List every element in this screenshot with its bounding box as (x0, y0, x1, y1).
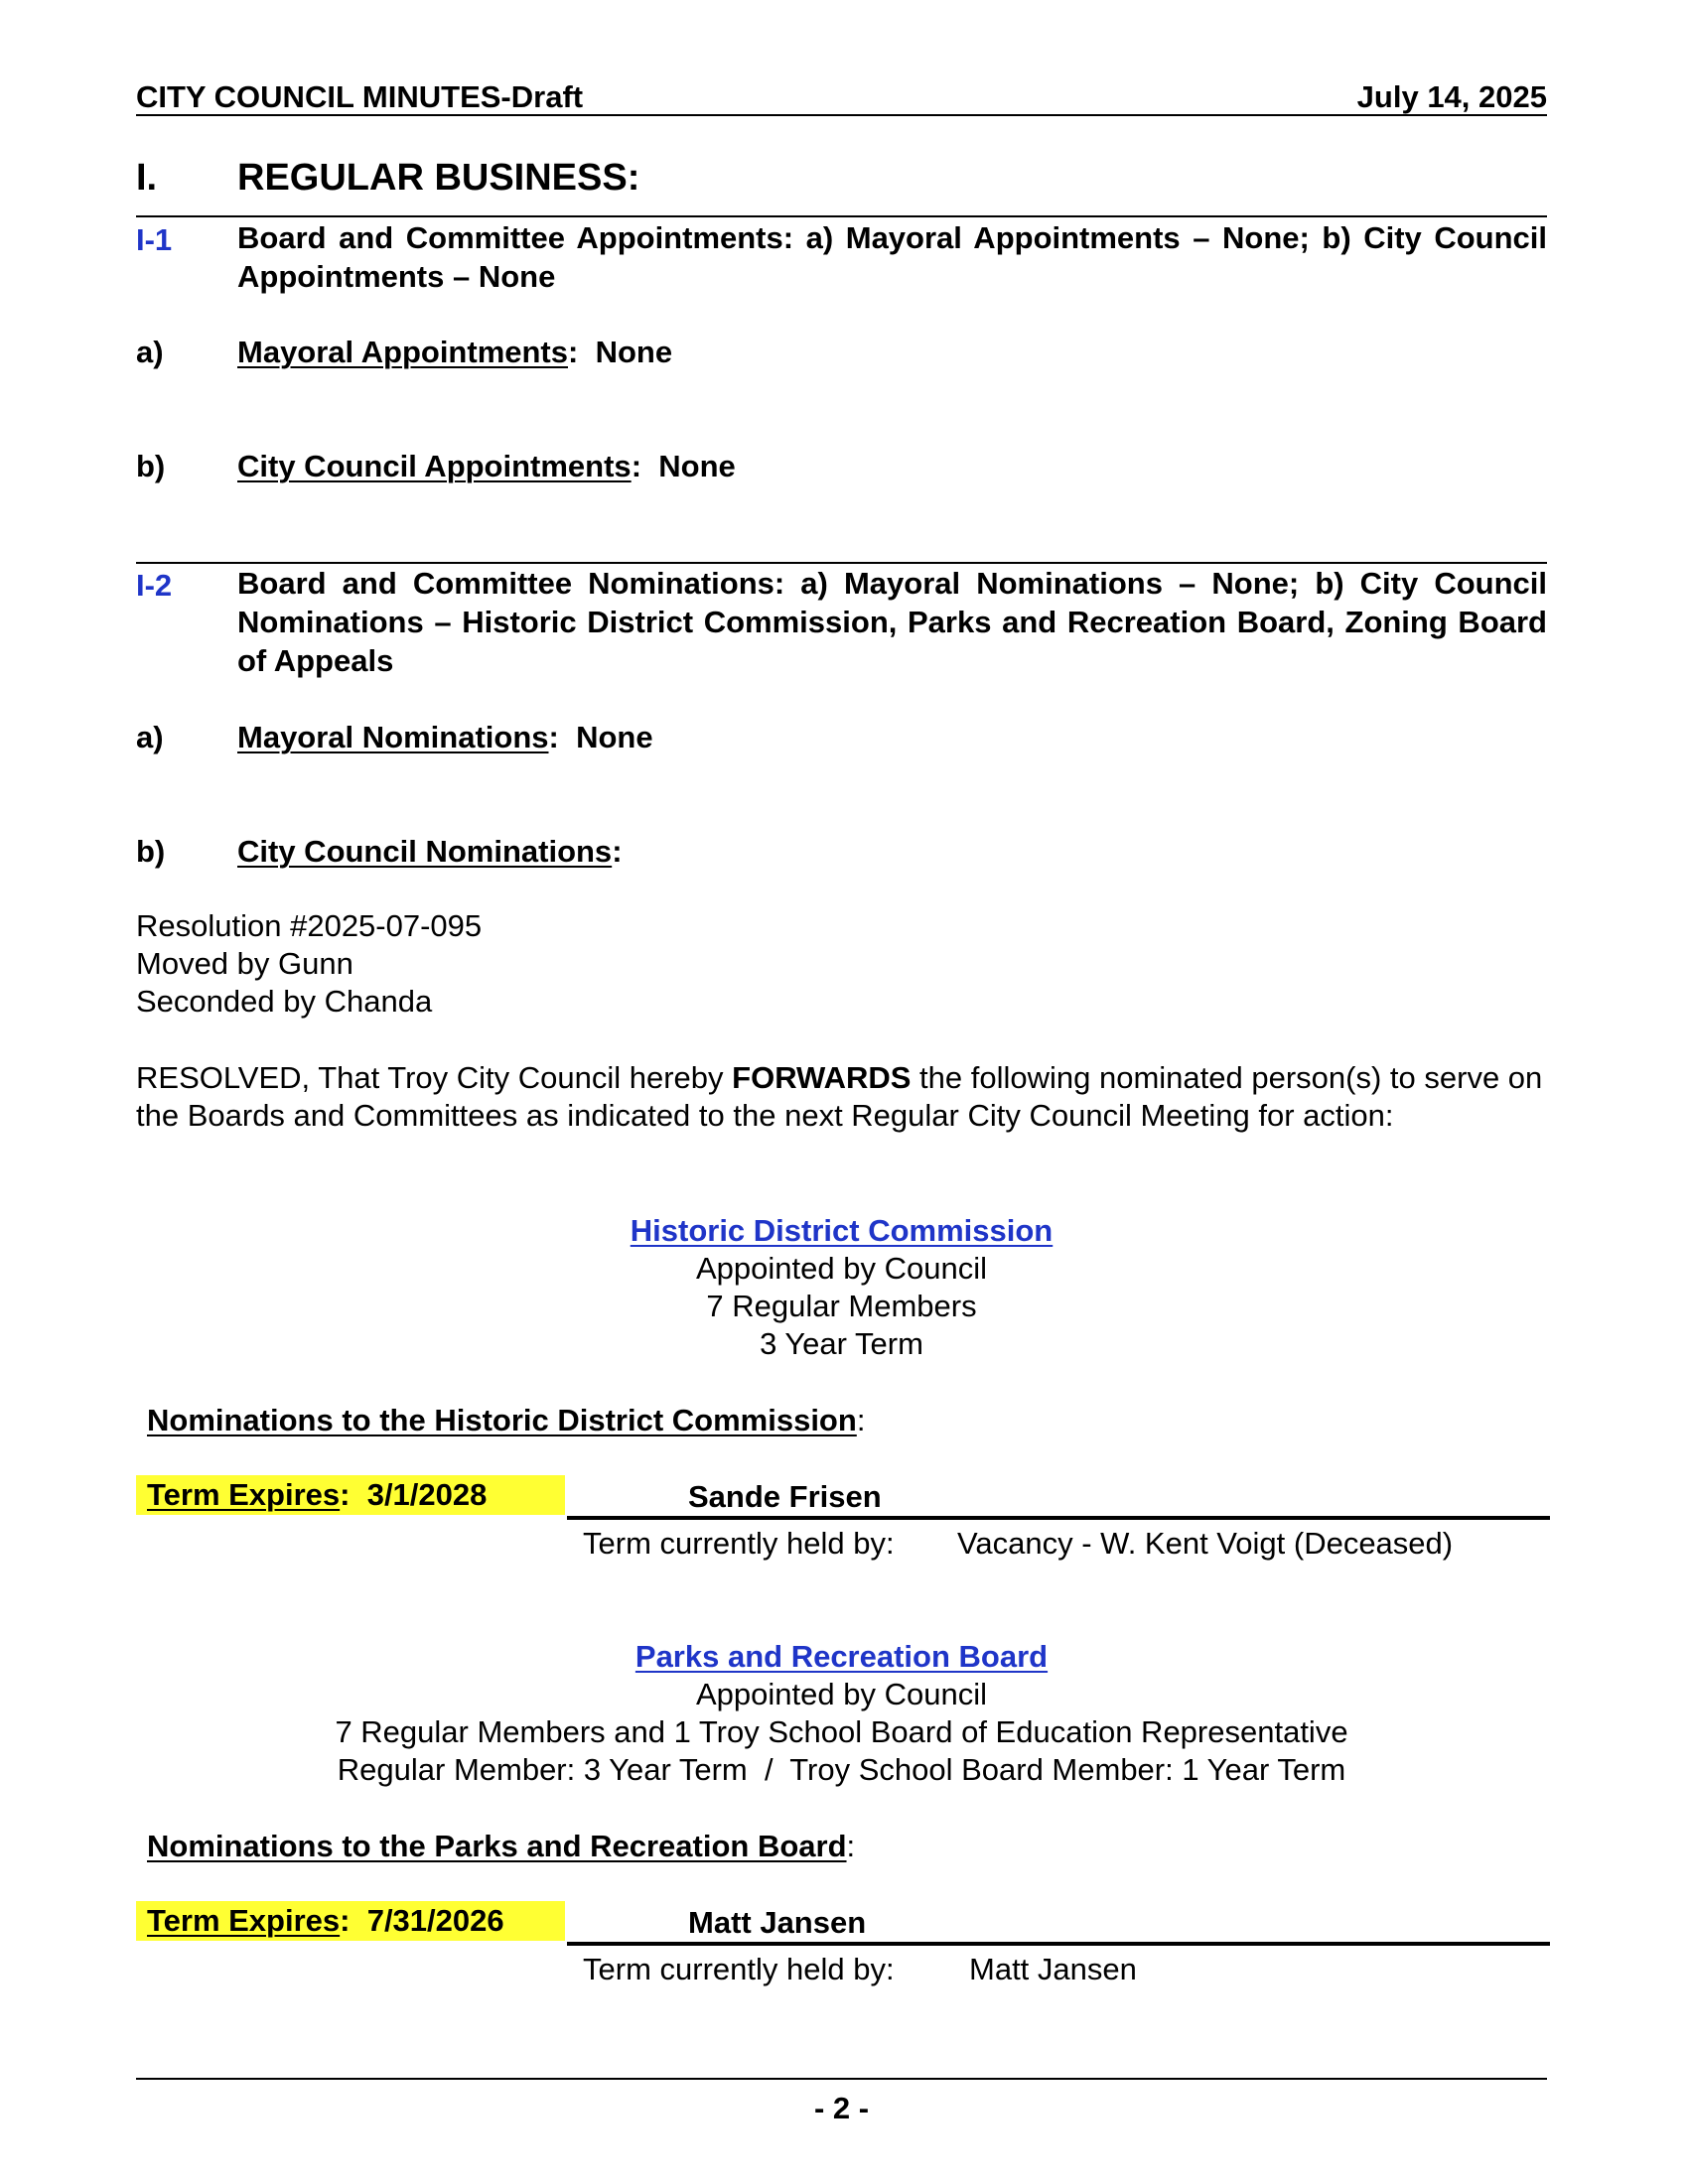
term-held-by: Matt Jansen (969, 1952, 1137, 1986)
nominations-heading-text: Nominations to the Historic District Commission (147, 1403, 857, 1437)
sub-label: Mayoral Appointments (237, 335, 568, 369)
sub-label: City Council Appointments (237, 449, 632, 483)
resolution-text (136, 1059, 1547, 1135)
resolution-action: FORWARDS (732, 1060, 912, 1095)
board-line: 3 Year Term (760, 1326, 923, 1361)
sub-letter: a) (136, 335, 164, 369)
resolution-seconded: Seconded by Chanda (136, 984, 433, 1019)
sub-value: None (595, 335, 673, 369)
term-date: 7/31/2026 (366, 1903, 504, 1938)
term-held-by: Vacancy - W. Kent Voigt (Deceased) (957, 1526, 1454, 1561)
mayoral-appointments: Mayoral Appointments: None (237, 335, 673, 369)
board-link-parks[interactable]: Parks and Recreation Board (634, 1639, 1049, 1674)
nominee-name: Matt Jansen (688, 1905, 867, 1940)
header-rule (136, 114, 1547, 116)
sub-label: Mayoral Nominations (237, 720, 549, 754)
board-line: Appointed by Council (696, 1251, 987, 1286)
mayoral-nominations: Mayoral Nominations: None (237, 720, 653, 754)
section-title: REGULAR BUSINESS: (237, 157, 640, 199)
term-label: Term Expires (147, 1477, 341, 1512)
nominations-heading-historic: Nominations to the Historic District Commission: (147, 1403, 866, 1437)
sub-value: None (658, 449, 736, 483)
item-text: Board and Committee Nominations: a) Mayoral Nominations – None; b) City Council Nominations – Historic District Commission, Parks and Recreation Board, Zoning Board of Appeals (237, 566, 1547, 678)
nominee-rule (567, 1942, 1550, 1946)
resolution-text-end: the following nominated person(s) to serve on the Boards and Committees as indicated to the next Regular City Council Meeting for action: (136, 1060, 1543, 1133)
nominations-heading-text: Nominations to the Parks and Recreation Board (147, 1829, 847, 1863)
term-expires-highlight: Term Expires: 7/31/2026 (136, 1901, 565, 1941)
sub-label: City Council Nominations (237, 834, 613, 869)
item-text: Board and Committee Appointments: a) Mayoral Appointments – None; b) City Council Appointments – None (237, 220, 1547, 294)
board-line: Appointed by Council (696, 1677, 987, 1711)
board-line: 7 Regular Members (706, 1289, 977, 1323)
resolution-moved: Moved by Gunn (136, 946, 353, 981)
nominee-name: Sande Frisen (688, 1479, 882, 1514)
board-line: 7 Regular Members and 1 Troy School Board of Education Representative (335, 1714, 1348, 1749)
header-title: CITY COUNCIL MINUTES-Draft (136, 79, 584, 114)
council-nominations: City Council Nominations: (237, 834, 623, 869)
item-number: I-2 (136, 568, 173, 603)
board-block-parks (136, 1638, 1547, 1676)
board-block-historic (136, 1212, 1547, 1250)
nominee-rule (567, 1516, 1550, 1520)
header-date: July 14, 2025 (1356, 79, 1547, 114)
term-held-label: Term currently held by: (583, 1526, 895, 1561)
resolution-text-start: RESOLVED, That Troy City Council hereby (136, 1060, 724, 1095)
sub-letter: a) (136, 720, 164, 754)
board-line: Regular Member: 3 Year Term / Troy School Board Member: 1 Year Term (337, 1752, 1346, 1787)
section-rule (136, 215, 1547, 217)
nominations-heading-parks: Nominations to the Parks and Recreation Board: (147, 1829, 856, 1863)
section-number: I. (136, 157, 158, 199)
page-number: - 2 - (813, 2091, 870, 2125)
sub-letter: b) (136, 834, 166, 869)
board-link-historic[interactable]: Historic District Commission (630, 1213, 1054, 1248)
sub-value: None (576, 720, 653, 754)
sub-letter: b) (136, 449, 166, 483)
term-date: 3/1/2028 (366, 1477, 488, 1512)
term-expires-highlight: Term Expires: 3/1/2028 (136, 1475, 565, 1515)
resolution-number: Resolution #2025-07-095 (136, 908, 483, 943)
term-held-label: Term currently held by: (583, 1952, 895, 1986)
term-label: Term Expires (147, 1903, 341, 1938)
item-number: I-1 (136, 222, 173, 257)
footer-rule (136, 2078, 1547, 2080)
council-appointments: City Council Appointments: None (237, 449, 736, 483)
